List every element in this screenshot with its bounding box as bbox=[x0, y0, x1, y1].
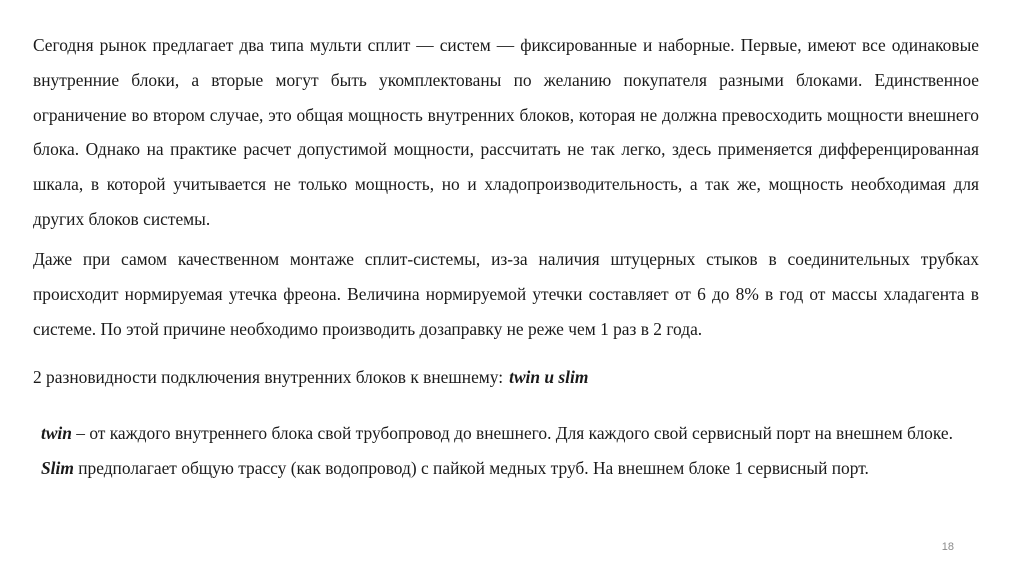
definition-slim bbox=[41, 451, 977, 486]
connection-types-emphasis: twin и slim bbox=[509, 367, 589, 387]
page-number: 18 bbox=[941, 541, 954, 553]
definition-twin bbox=[41, 416, 977, 451]
paragraph-multi-split-types: Сегодня рынок предлагает два типа мульти сплит — систем — фиксированные и наборные. Первые, имеют все одинаковые внутренние блоки, а вторые могут быть укомплектованы по желанию покупателя разными блоками. Единственное ограничение во втором случае, это общая мощность внутренних блоков, которая не должна превосходить мощности внешнего блока. Однако на практике расчет допустимой мощности, рассчитать не так легко, здесь применяется дифференцированная шкала, в которой учитывается не только мощность, но и хладопроизводительность, а так же, мощность необходимая для других блоков системы. bbox=[33, 35, 979, 229]
definitions-block bbox=[41, 416, 977, 486]
term-slim: Slim bbox=[41, 457, 74, 478]
definition-twin-text: – от каждого внутреннего блока свой трубопровод до внешнего. Для каждого свой сервисный порт на внешнем блоке. bbox=[71, 423, 953, 443]
paragraph-connection-types bbox=[33, 360, 933, 395]
definition-slim-text: предполагает общую трассу (как водопровод) с пайкой медных труб. На внешнем блоке 1 сервисный порт. bbox=[73, 457, 869, 478]
term-twin: twin bbox=[41, 423, 72, 443]
connection-types-text: 2 разновидности подключения внутренних блоков к внешнему: bbox=[33, 367, 504, 387]
paragraph-freon-leak: Даже при самом качественном монтаже сплит-системы, из-за наличия штуцерных стыков в соединительных трубках происходит нормируемая утечка фреона. Величина нормируемой утечки составляет от 6 до 8% в год от массы хладагента в системе. По этой причине необходимо производить дозаправку не реже чем 1 раз в 2 года. bbox=[33, 249, 979, 339]
